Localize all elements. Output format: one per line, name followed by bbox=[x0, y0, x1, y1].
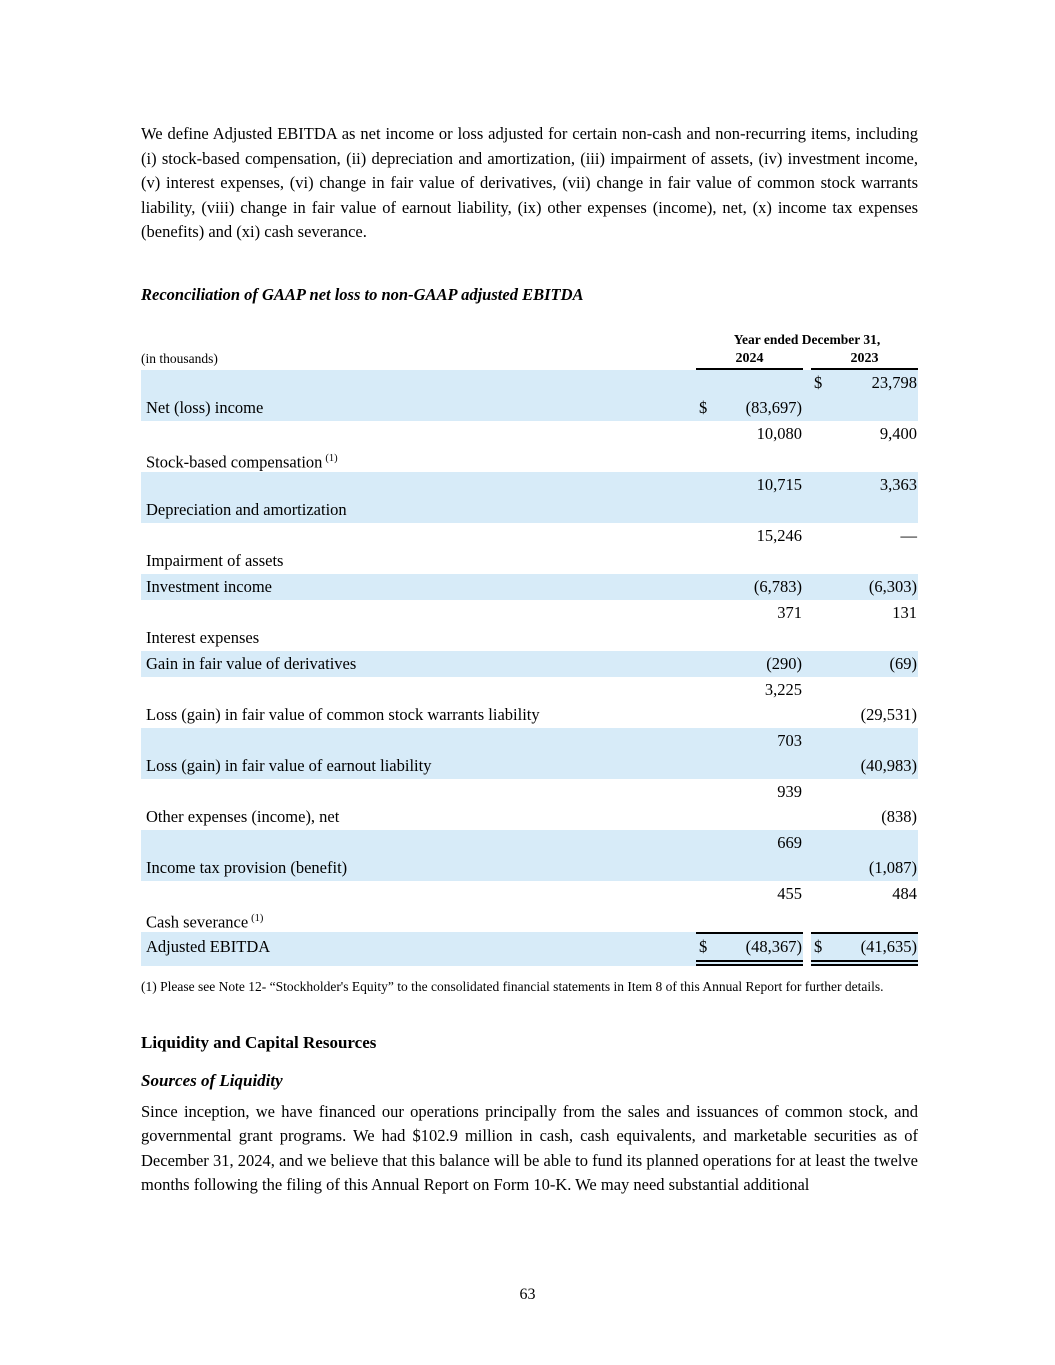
amount-2023-cell bbox=[811, 497, 918, 523]
value-line bbox=[141, 779, 918, 805]
row-label: Impairment of assets bbox=[146, 551, 284, 570]
column-gap bbox=[803, 932, 811, 966]
column-gap bbox=[803, 600, 811, 626]
dollar-sign: $ bbox=[814, 372, 823, 392]
table-row bbox=[141, 651, 918, 677]
table-title: Reconciliation of GAAP net loss to non-GAAP adjusted EBITDA bbox=[141, 284, 584, 304]
amount-2024-cell bbox=[696, 421, 803, 447]
footnote: (1) Please see Note 12- “Stockholder's Equity” to the consolidated financial statements in Item 8 of this Annual Report for further details. bbox=[141, 978, 884, 994]
table-row bbox=[141, 472, 918, 523]
row-label: Stock-based compensation $^{(1)}$ bbox=[146, 452, 338, 472]
table-row bbox=[141, 932, 918, 966]
column-gap bbox=[803, 906, 811, 932]
table-row bbox=[141, 779, 918, 830]
column-gap bbox=[803, 728, 811, 754]
value-line bbox=[141, 370, 918, 396]
amount-value: 455 bbox=[777, 883, 802, 903]
dollar-sign bbox=[696, 548, 699, 574]
value-line bbox=[141, 881, 918, 907]
amount-value: (6,783) bbox=[753, 576, 802, 596]
label-line bbox=[141, 625, 918, 651]
column-gap bbox=[803, 677, 811, 703]
row-label: Loss (gain) in fair value of earnout liability bbox=[146, 756, 432, 775]
dollar-sign: $ bbox=[699, 398, 708, 417]
amount-2024-cell bbox=[696, 574, 803, 600]
dollar-sign bbox=[696, 728, 699, 754]
dollar-sign bbox=[811, 523, 814, 549]
dollar-sign bbox=[811, 421, 814, 447]
amount-2024-cell bbox=[696, 855, 803, 881]
amount-value: 9,400 bbox=[879, 423, 917, 443]
row-label: Loss (gain) in fair value of common stock warrants liability bbox=[146, 705, 540, 724]
amount-value: (48,367) bbox=[745, 936, 802, 956]
label-line bbox=[141, 702, 918, 728]
label-line bbox=[141, 548, 918, 574]
dollar-sign bbox=[696, 906, 699, 932]
column-gap bbox=[803, 830, 811, 856]
row-label: Investment income bbox=[146, 576, 273, 596]
dollar-sign bbox=[696, 651, 699, 677]
sources-of-liquidity-heading: Sources of Liquidity bbox=[141, 1070, 283, 1090]
dollar-sign bbox=[696, 472, 699, 498]
column-gap bbox=[803, 421, 811, 447]
column-gap bbox=[803, 574, 811, 600]
label-spacer bbox=[141, 600, 696, 626]
amount-2024-cell bbox=[696, 370, 803, 396]
dollar-sign bbox=[696, 600, 699, 626]
table-period-header-row bbox=[141, 330, 918, 350]
dollar-sign bbox=[696, 446, 699, 472]
column-gap bbox=[803, 370, 811, 396]
footnote-ref: (1) bbox=[251, 913, 264, 924]
table-row bbox=[141, 574, 918, 600]
dollar-sign bbox=[811, 804, 814, 830]
dollar-sign bbox=[811, 446, 814, 472]
dollar-sign bbox=[811, 625, 814, 651]
row-label: Cash severance $^{(1)}$ bbox=[146, 912, 264, 932]
amount-2023-cell bbox=[811, 651, 918, 677]
amount-value: 669 bbox=[777, 832, 802, 852]
dollar-sign bbox=[811, 395, 814, 421]
dollar-sign bbox=[811, 906, 814, 932]
dollar-sign bbox=[696, 370, 699, 396]
value-line bbox=[141, 728, 918, 754]
amount-2024-cell bbox=[696, 472, 803, 498]
amount-2023-cell bbox=[811, 728, 918, 754]
value-line bbox=[141, 600, 918, 626]
dollar-sign bbox=[696, 523, 699, 549]
amount-2023-cell bbox=[811, 855, 918, 881]
dollar-sign bbox=[696, 574, 699, 600]
amount-value: 939 bbox=[777, 781, 802, 801]
table-row bbox=[141, 523, 918, 574]
amount-2024-cell bbox=[696, 395, 803, 421]
intro-paragraph: We define Adjusted EBITDA as net income or loss adjusted for certain non-cash and non-recurring items, including (i) stock-based compensation, (ii) depreciation and amortization, (iii) impairment of assets, (iv) investment income, (v) interest expenses, (vi) change in fair value of derivatives, (vii) change in fair value of common stock warrants liability, (viii) change in fair value of earnout liability, (ix) other expenses (income), net, (x) income tax expenses (benefits) and (xi) cash severance. bbox=[141, 124, 918, 241]
label-line bbox=[141, 574, 918, 600]
value-line bbox=[141, 830, 918, 856]
row-label: Net (loss) income bbox=[146, 398, 264, 417]
amount-2023-cell bbox=[811, 804, 918, 830]
label-line bbox=[141, 446, 918, 472]
amount-value: (29,531) bbox=[860, 705, 917, 724]
amount-value: 3,363 bbox=[879, 474, 917, 494]
amount-value bbox=[917, 728, 918, 754]
amount-2024-cell bbox=[696, 651, 803, 677]
dollar-sign bbox=[696, 779, 699, 805]
label-spacer bbox=[141, 472, 696, 498]
dollar-sign bbox=[696, 497, 699, 523]
row-label: Gain in fair value of derivatives bbox=[146, 653, 357, 673]
label-spacer bbox=[141, 370, 696, 396]
dollar-sign bbox=[811, 779, 814, 805]
table-row bbox=[141, 370, 918, 421]
dollar-sign bbox=[811, 753, 814, 779]
amount-2024-cell bbox=[696, 753, 803, 779]
column-header-2024: 2024 bbox=[696, 350, 803, 370]
dollar-sign: $ bbox=[699, 936, 708, 956]
amount-value: 10,080 bbox=[756, 423, 802, 443]
amount-2023-cell bbox=[811, 600, 918, 626]
dollar-sign bbox=[811, 830, 814, 856]
row-label: Interest expenses bbox=[146, 628, 260, 647]
column-gap bbox=[803, 548, 811, 574]
amount-value: 15,246 bbox=[756, 525, 802, 545]
column-gap bbox=[803, 881, 811, 907]
page-content bbox=[141, 122, 918, 1198]
amount-value bbox=[917, 446, 918, 472]
dollar-sign bbox=[696, 677, 699, 703]
amount-2023-cell bbox=[811, 446, 918, 472]
amount-2023-cell bbox=[811, 625, 918, 651]
amount-value: 484 bbox=[892, 883, 917, 903]
amount-2023-cell bbox=[811, 906, 918, 932]
amount-2024-cell bbox=[696, 523, 803, 549]
amount-2024-cell bbox=[696, 932, 803, 966]
amount-2024-cell bbox=[696, 804, 803, 830]
dollar-sign bbox=[811, 677, 814, 703]
value-line bbox=[141, 472, 918, 498]
period-header: Year ended December 31, bbox=[733, 331, 881, 347]
dollar-sign bbox=[811, 855, 814, 881]
amount-value bbox=[917, 830, 918, 856]
amount-value bbox=[917, 677, 918, 703]
dollar-sign bbox=[811, 574, 814, 600]
amount-value: (69) bbox=[889, 653, 917, 673]
label-line bbox=[141, 395, 918, 421]
column-gap bbox=[803, 472, 811, 498]
column-gap bbox=[803, 625, 811, 651]
amount-2023-cell bbox=[811, 421, 918, 447]
amount-value: (83,697) bbox=[745, 398, 802, 417]
label-spacer bbox=[141, 523, 696, 549]
dollar-sign bbox=[811, 548, 814, 574]
row-label: Depreciation and amortization bbox=[146, 500, 347, 519]
dollar-sign bbox=[696, 625, 699, 651]
amount-value: 703 bbox=[777, 730, 802, 750]
amount-2024-cell bbox=[696, 906, 803, 932]
column-gap bbox=[803, 497, 811, 523]
amount-value: 371 bbox=[777, 602, 802, 622]
label-spacer bbox=[141, 728, 696, 754]
amount-value: 23,798 bbox=[871, 372, 917, 392]
dollar-sign bbox=[696, 830, 699, 856]
label-line bbox=[141, 804, 918, 830]
dollar-sign bbox=[696, 881, 699, 907]
table-row bbox=[141, 728, 918, 779]
amount-value bbox=[917, 497, 918, 523]
amount-2023-cell bbox=[811, 881, 918, 907]
label-spacer bbox=[141, 881, 696, 907]
column-header-2023: 2023 bbox=[811, 350, 918, 370]
liquidity-paragraph: Since inception, we have financed our operations principally from the sales and issuances of common stock, and governmental grant programs. We had $102.9 million in cash, cash equivalents, and marketable securities as of December 31, 2024, and we believe that this balance will be able to fund its planned operations for at least the twelve months following the filing of this Annual Report on Form 10-K. We may need substantial additional bbox=[141, 1101, 918, 1194]
row-label: Other expenses (income), net bbox=[146, 807, 340, 826]
amount-2023-cell bbox=[811, 779, 918, 805]
amount-value: (40,983) bbox=[860, 756, 917, 775]
label-line bbox=[141, 753, 918, 779]
amount-2024-cell bbox=[696, 600, 803, 626]
amount-2023-cell bbox=[811, 472, 918, 498]
amount-2024-cell bbox=[696, 548, 803, 574]
label-line bbox=[141, 855, 918, 881]
row-label: Adjusted EBITDA bbox=[141, 932, 696, 966]
amount-value: (1,087) bbox=[868, 858, 917, 877]
dollar-sign bbox=[696, 702, 699, 728]
amount-value: 131 bbox=[892, 602, 917, 622]
amount-2023-cell bbox=[811, 574, 918, 600]
amount-2023-cell bbox=[811, 395, 918, 421]
ebitda-reconciliation-table bbox=[141, 330, 918, 966]
amount-2024-cell bbox=[696, 446, 803, 472]
column-gap bbox=[803, 804, 811, 830]
amount-value bbox=[917, 906, 918, 932]
dollar-sign bbox=[811, 651, 814, 677]
footnote-ref: (1) bbox=[325, 453, 338, 464]
amount-value bbox=[917, 779, 918, 805]
amount-2023-cell bbox=[811, 677, 918, 703]
page-number: 63 bbox=[519, 1286, 536, 1303]
header-spacer bbox=[141, 330, 696, 350]
value-line bbox=[141, 677, 918, 703]
dollar-sign bbox=[696, 753, 699, 779]
table-row bbox=[141, 677, 918, 728]
table-row bbox=[141, 830, 918, 881]
amount-2024-cell bbox=[696, 779, 803, 805]
column-gap bbox=[803, 523, 811, 549]
amount-2024-cell bbox=[696, 625, 803, 651]
dollar-sign bbox=[811, 881, 814, 907]
dollar-sign bbox=[811, 728, 814, 754]
dollar-sign bbox=[811, 600, 814, 626]
value-line bbox=[141, 523, 918, 549]
amount-2023-cell bbox=[811, 523, 918, 549]
column-gap bbox=[803, 753, 811, 779]
amount-2024-cell bbox=[696, 677, 803, 703]
amount-value bbox=[917, 548, 918, 574]
dollar-sign bbox=[696, 804, 699, 830]
label-spacer bbox=[141, 830, 696, 856]
amount-value: (41,635) bbox=[860, 936, 917, 956]
amount-2023-cell bbox=[811, 830, 918, 856]
ebitda-table-body bbox=[141, 370, 918, 966]
amount-value bbox=[917, 395, 918, 421]
amount-2024-cell bbox=[696, 830, 803, 856]
label-line bbox=[141, 651, 918, 677]
label-line bbox=[141, 497, 918, 523]
label-spacer bbox=[141, 677, 696, 703]
amount-2023-cell bbox=[811, 753, 918, 779]
dollar-sign bbox=[696, 855, 699, 881]
amount-value bbox=[917, 625, 918, 651]
amount-2024-cell bbox=[696, 728, 803, 754]
amount-value: 10,715 bbox=[756, 474, 802, 494]
row-label: Income tax provision (benefit) bbox=[146, 858, 348, 877]
units-label: (in thousands) bbox=[141, 350, 218, 366]
amount-2023-cell bbox=[811, 932, 918, 966]
amount-value: (6,303) bbox=[868, 576, 917, 596]
label-line bbox=[141, 906, 918, 932]
label-spacer bbox=[141, 421, 696, 447]
column-gap bbox=[803, 446, 811, 472]
column-gap bbox=[803, 395, 811, 421]
table-column-header-row bbox=[141, 350, 918, 370]
dollar-sign bbox=[811, 497, 814, 523]
table-row bbox=[141, 421, 918, 472]
dollar-sign bbox=[696, 421, 699, 447]
dollar-sign: $ bbox=[814, 936, 823, 956]
amount-2024-cell bbox=[696, 497, 803, 523]
dollar-sign bbox=[811, 472, 814, 498]
table-row bbox=[141, 881, 918, 932]
amount-2024-cell bbox=[696, 702, 803, 728]
table-row bbox=[141, 600, 918, 651]
column-gap bbox=[803, 651, 811, 677]
amount-value: 3,225 bbox=[764, 679, 802, 699]
amount-value: (838) bbox=[881, 807, 917, 826]
amount-2023-cell bbox=[811, 370, 918, 396]
value-line bbox=[141, 421, 918, 447]
column-gap bbox=[803, 779, 811, 805]
amount-2024-cell bbox=[696, 881, 803, 907]
amount-2023-cell bbox=[811, 702, 918, 728]
label-line bbox=[141, 932, 918, 966]
label-spacer bbox=[141, 779, 696, 805]
column-gap bbox=[803, 855, 811, 881]
dollar-sign bbox=[811, 702, 814, 728]
column-gap bbox=[803, 702, 811, 728]
amount-value: (290) bbox=[766, 653, 802, 673]
liquidity-heading: Liquidity and Capital Resources bbox=[141, 1032, 377, 1052]
amount-2023-cell bbox=[811, 548, 918, 574]
amount-value: — bbox=[900, 525, 917, 545]
